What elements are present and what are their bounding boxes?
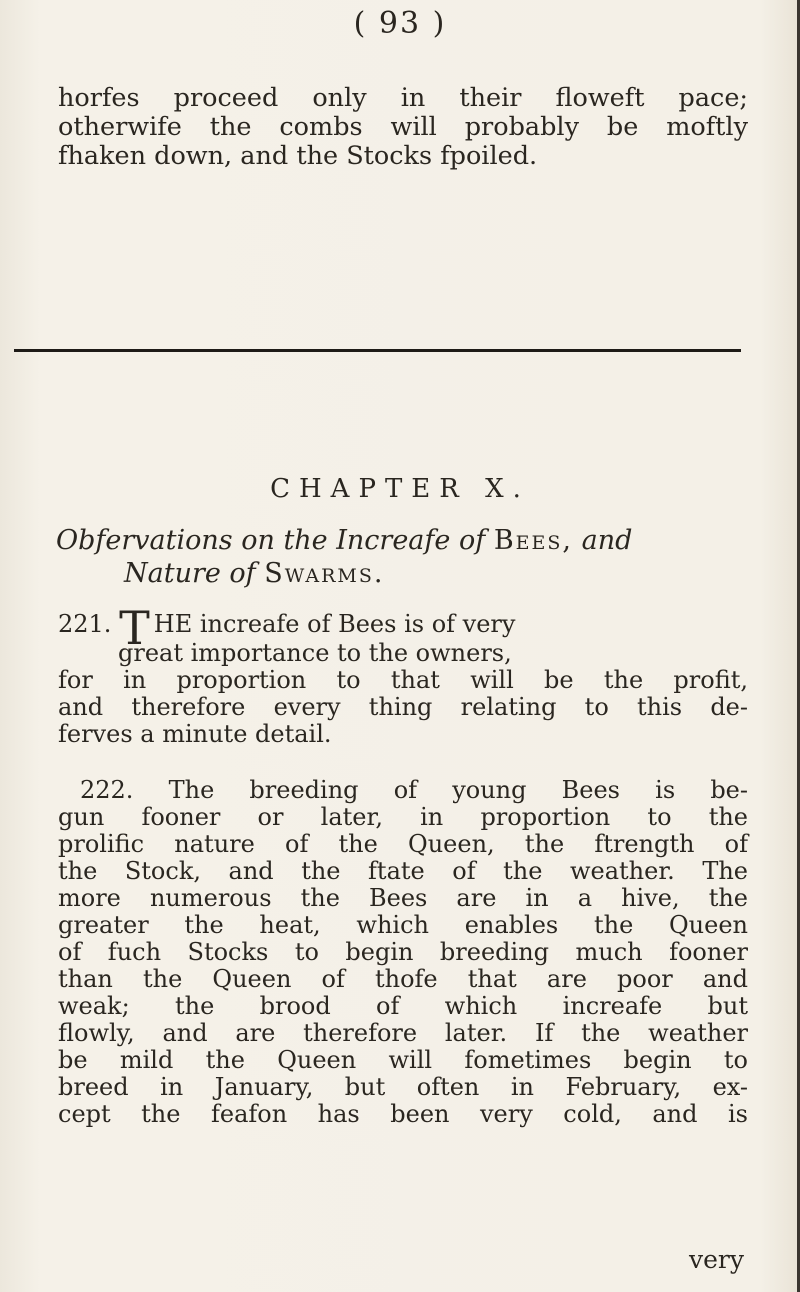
subtitle-smallcaps: Bees, — [493, 525, 573, 556]
text-line: be mild the Queen will fometimes begin to — [58, 1046, 748, 1074]
text-line: of fuch Stocks to begin breeding much fooner — [58, 938, 748, 966]
paragraph-number: 221. — [58, 610, 112, 638]
subtitle-italic: Obfervations on the Increafe of — [56, 525, 486, 556]
text-line: than the Queen of thofe that are poor and — [58, 965, 748, 993]
text-line: prolific nature of the Queen, the ftrength of — [58, 830, 748, 858]
text-line: breed in January, but often in February, ex- — [58, 1073, 748, 1101]
subtitle-italic: and — [581, 525, 633, 556]
continuation-text — [58, 83, 748, 171]
text-line: weak; the brood of which increafe but — [58, 992, 748, 1020]
paragraph-221 — [58, 601, 748, 748]
text-line: the Stock, and the ftate of the weather. The — [58, 857, 748, 885]
text-line: flowly, and are therefore later. If the weather — [58, 1019, 748, 1047]
chapter-subtitle — [56, 524, 756, 590]
text-line: greater the heat, which enables the Queen — [58, 911, 748, 939]
paragraph-222 — [58, 778, 748, 1127]
text-line: otherwife the combs will probably be moftly — [58, 112, 748, 142]
text-line: and therefore every thing relating to this de- — [58, 693, 748, 721]
text-line: for in proportion to that will be the profit, — [58, 666, 748, 694]
text-line: great importance to the owners, — [118, 639, 512, 667]
page-number: ( 93 ) — [353, 6, 447, 41]
text-line: horfes proceed only in their floweft pace; — [58, 83, 748, 113]
chapter-heading: CHAPTER X. — [270, 474, 530, 504]
catchword: very — [689, 1245, 744, 1274]
text-line: cept the feafon has been very cold, and is — [58, 1100, 748, 1128]
text-line: more numerous the Bees are in a hive, the — [58, 884, 748, 912]
text-line: fhaken down, and the Stocks fpoiled. — [58, 141, 538, 171]
subtitle-italic: Nature of — [124, 558, 256, 589]
text-line: 222. The breeding of young Bees is be- — [80, 776, 748, 804]
subtitle-smallcaps: Swarms. — [264, 558, 385, 589]
drop-cap: T — [119, 601, 150, 655]
text-line: gun fooner or later, in proportion to the — [58, 803, 748, 831]
text-line: ferves a minute detail. — [58, 720, 332, 748]
section-rule — [14, 349, 741, 352]
text-line: HE increafe of Bees is of very — [153, 610, 516, 638]
